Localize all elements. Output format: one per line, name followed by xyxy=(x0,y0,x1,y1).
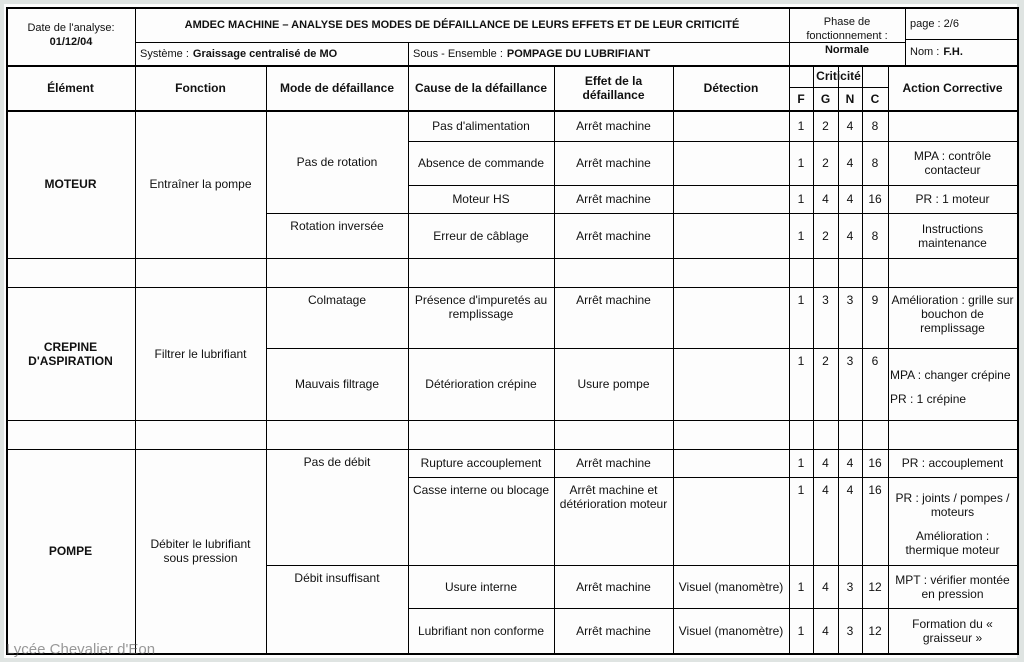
col-header-f: F xyxy=(797,92,805,106)
action-text: PR : joints / pompes / moteurs xyxy=(895,491,1010,519)
cause-cell: Pas d'alimentation xyxy=(432,118,530,133)
nom-value: F.H. xyxy=(943,46,963,58)
grid-line xyxy=(6,420,1017,421)
criticite-c: 8 xyxy=(871,156,879,170)
criticite-f: 1 xyxy=(797,156,805,170)
criticite-c: 9 xyxy=(871,293,879,307)
criticite-n: 3 xyxy=(846,579,854,594)
phase-label: Phase de fonctionnement : xyxy=(806,16,888,42)
sous-ensemble-value: POMPAGE DU LUBRIFIANT xyxy=(506,47,651,60)
criticite-f: 1 xyxy=(797,579,805,594)
action-cell: MPT : vérifier montée en pression xyxy=(895,572,1010,601)
action-cell: PR : 1 moteur xyxy=(915,192,990,206)
phase-value: Normale xyxy=(824,44,870,56)
grid-line xyxy=(6,7,1017,9)
criticite-n: 3 xyxy=(846,623,854,638)
element-name: CREPINE D'ASPIRATION xyxy=(28,339,113,368)
effet-cell: Arrêt machine xyxy=(576,579,651,594)
cause-cell: Moteur HS xyxy=(452,192,510,206)
criticite-c: 8 xyxy=(871,118,879,133)
effet-cell: Arrêt machine xyxy=(576,293,651,307)
failure-mode: Pas de débit xyxy=(303,455,371,469)
criticite-n: 4 xyxy=(846,228,854,243)
effet-cell: Arrêt machine xyxy=(576,456,651,470)
cause-cell: Lubrifiant non conforme xyxy=(417,623,545,638)
cause-cell: Casse interne ou blocage xyxy=(412,483,550,497)
effet-cell: Arrêt machine et détérioration moteur xyxy=(559,483,668,511)
element-name: MOTEUR xyxy=(44,177,97,191)
detection-cell xyxy=(673,477,789,565)
cause-cell: Rupture accouplement xyxy=(420,456,542,470)
col-header-action: Action Corrective xyxy=(902,80,1003,95)
criticite-n: 4 xyxy=(846,483,854,497)
amdec-sheet xyxy=(4,4,1017,658)
effet-cell: Usure pompe xyxy=(577,377,650,391)
action-cell: Instructions maintenance xyxy=(918,221,987,250)
col-header-element: Élément xyxy=(47,80,94,95)
criticite-g: 4 xyxy=(822,483,829,497)
systeme-value: Graissage centralisé de MO xyxy=(192,47,338,60)
col-header-mode: Mode de défaillance xyxy=(279,80,395,95)
criticite-c: 8 xyxy=(871,228,879,243)
detection-cell xyxy=(673,141,789,185)
detection-cell: Visuel (manomètre) xyxy=(678,579,784,594)
criticite-n: 3 xyxy=(846,354,854,368)
action-cell: Formation du « graisseur » xyxy=(912,616,993,645)
criticite-c: 12 xyxy=(868,579,882,594)
criticite-g: 2 xyxy=(822,354,829,368)
effet-cell: Arrêt machine xyxy=(576,228,651,243)
detection-cell xyxy=(673,110,789,141)
effet-cell: Arrêt machine xyxy=(576,156,651,170)
action-cell xyxy=(888,477,1017,565)
fonction-text: Débiter le lubrifiant sous pression xyxy=(150,537,251,565)
action-text: MPA : changer crépine xyxy=(890,368,1011,382)
systeme-box xyxy=(136,43,407,64)
cause-cell: Usure interne xyxy=(444,579,518,594)
footer-text: Lycée Chevalier d'Eon xyxy=(6,642,156,658)
col-header-criticite: Criticité xyxy=(816,69,861,83)
criticite-n: 3 xyxy=(846,293,854,307)
action-cell xyxy=(888,348,1017,420)
criticite-g: 4 xyxy=(822,192,829,206)
criticite-f: 1 xyxy=(797,623,805,638)
systeme-label: Système : xyxy=(140,47,189,60)
criticite-g: 2 xyxy=(822,156,829,170)
criticite-g: 3 xyxy=(822,293,829,307)
col-header-cause: Cause de la défaillance xyxy=(414,80,548,95)
criticite-f: 1 xyxy=(797,228,805,243)
action-cell: PR : accouplement xyxy=(901,456,1004,470)
cause-cell: Présence d'impuretés au remplissage xyxy=(414,293,548,321)
detection-cell xyxy=(673,449,789,477)
criticite-f: 1 xyxy=(797,293,805,307)
effet-cell: Arrêt machine xyxy=(576,118,651,133)
phase-box xyxy=(790,10,904,62)
criticite-c: 6 xyxy=(871,354,879,368)
nom-label: Nom : xyxy=(910,46,940,58)
element-name: POMPE xyxy=(48,544,93,558)
grid-line xyxy=(1017,7,1019,655)
detection-cell xyxy=(673,185,789,213)
nom-box xyxy=(906,40,1016,64)
col-header-detection: Détection xyxy=(703,80,759,95)
criticite-n: 4 xyxy=(846,192,854,206)
cause-cell: Absence de commande xyxy=(417,156,545,170)
detection-cell xyxy=(673,287,789,348)
criticite-g: 4 xyxy=(822,579,829,594)
criticite-g: 4 xyxy=(822,456,829,470)
col-header-n: N xyxy=(845,92,855,106)
criticite-n: 4 xyxy=(846,456,854,470)
criticite-n: 4 xyxy=(846,118,854,133)
detection-cell xyxy=(673,213,789,258)
failure-mode: Colmatage xyxy=(307,293,367,307)
fonction-text: Filtrer le lubrifiant xyxy=(154,346,247,361)
action-text-2: Amélioration : thermique moteur xyxy=(905,529,1000,557)
form-title: AMDEC MACHINE – ANALYSE DES MODES DE DÉFAILLANCE DE LEURS EFFETS ET DE LEUR CRITICITÉ xyxy=(184,19,740,31)
grid-line xyxy=(6,258,1017,259)
cause-cell: Détérioration crépine xyxy=(425,377,537,391)
page-number: page : 2/6 xyxy=(910,17,959,30)
effet-cell: Arrêt machine xyxy=(576,192,651,206)
col-header-effet: Effet de la défaillance xyxy=(582,73,645,102)
criticite-f: 1 xyxy=(797,483,805,497)
criticite-f: 1 xyxy=(797,118,805,133)
action-cell: Amélioration : grille sur bouchon de remplissage xyxy=(891,293,1014,335)
criticite-f: 1 xyxy=(797,354,805,368)
effet-cell: Arrêt machine xyxy=(576,623,651,638)
date-label: Date de l'analyse: xyxy=(27,22,115,34)
action-cell xyxy=(888,110,1017,141)
failure-mode: Mauvais filtrage xyxy=(294,377,380,391)
failure-mode: Rotation inversée xyxy=(290,219,384,233)
criticite-c: 16 xyxy=(868,192,882,206)
fonction-text: Entraîner la pompe xyxy=(149,177,252,191)
date-value: 01/12/04 xyxy=(49,36,93,48)
criticite-g: 2 xyxy=(822,228,829,243)
criticite-c: 16 xyxy=(868,483,882,497)
col-header-g: G xyxy=(820,92,831,106)
sous-ensemble-label: Sous - Ensemble : xyxy=(413,47,503,60)
action-cell: MPA : contrôle contacteur xyxy=(913,149,992,177)
action-text-2: PR : 1 crépine xyxy=(890,392,967,406)
criticite-g: 4 xyxy=(822,623,829,638)
sous-ensemble-box xyxy=(409,43,788,64)
col-header-c: C xyxy=(870,92,880,106)
failure-mode: Débit insuffisant xyxy=(294,571,380,585)
date-of-analysis xyxy=(7,10,135,60)
failure-mode: Pas de rotation xyxy=(296,154,378,169)
criticite-g: 2 xyxy=(822,118,829,133)
detection-cell: Visuel (manomètre) xyxy=(678,623,784,638)
criticite-c: 16 xyxy=(868,456,882,470)
cause-cell: Erreur de câblage xyxy=(433,228,529,243)
criticite-f: 1 xyxy=(797,456,805,470)
detection-cell xyxy=(673,348,789,420)
criticite-n: 4 xyxy=(846,156,854,170)
criticite-c: 12 xyxy=(868,623,882,638)
criticite-f: 1 xyxy=(797,192,805,206)
col-header-fonction: Fonction xyxy=(175,80,226,95)
